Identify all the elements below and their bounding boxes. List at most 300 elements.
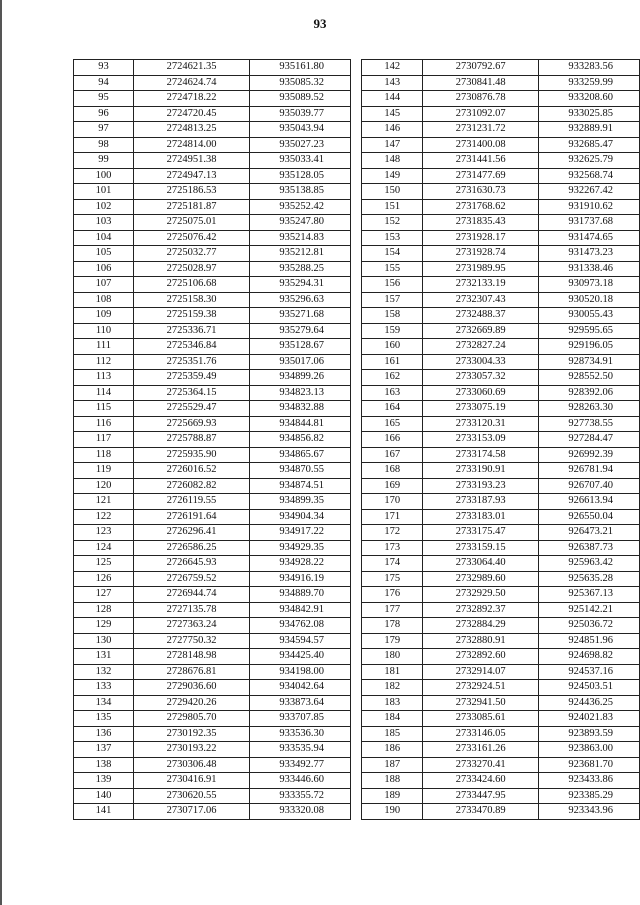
point-number-cell: 172 xyxy=(362,525,423,541)
y-coordinate-cell: 933446.60 xyxy=(250,773,351,789)
table-row xyxy=(362,292,640,308)
x-coordinate-cell: 2729420.26 xyxy=(134,695,250,711)
table-row xyxy=(362,323,640,339)
point-number-cell: 144 xyxy=(362,91,423,107)
table-row xyxy=(74,277,351,293)
y-coordinate-cell: 934889.70 xyxy=(250,587,351,603)
x-coordinate-cell: 2724814.00 xyxy=(134,137,250,153)
point-number-cell: 184 xyxy=(362,711,423,727)
x-coordinate-cell: 2724624.74 xyxy=(134,75,250,91)
x-coordinate-cell: 2724718.22 xyxy=(134,91,250,107)
table-row xyxy=(362,246,640,262)
y-coordinate-cell: 929196.05 xyxy=(539,339,640,355)
x-coordinate-cell: 2732488.37 xyxy=(423,308,539,324)
x-coordinate-cell: 2731092.07 xyxy=(423,106,539,122)
point-number-cell: 179 xyxy=(362,633,423,649)
y-coordinate-cell: 934917.22 xyxy=(250,525,351,541)
x-coordinate-cell: 2730306.48 xyxy=(134,757,250,773)
point-number-cell: 125 xyxy=(74,556,134,572)
x-coordinate-cell: 2733057.32 xyxy=(423,370,539,386)
point-number-cell: 157 xyxy=(362,292,423,308)
x-coordinate-cell: 2733064.40 xyxy=(423,556,539,572)
point-number-cell: 185 xyxy=(362,726,423,742)
table-row xyxy=(362,726,640,742)
x-coordinate-cell: 2725346.84 xyxy=(134,339,250,355)
table-row xyxy=(362,308,640,324)
y-coordinate-cell: 932625.79 xyxy=(539,153,640,169)
x-coordinate-cell: 2730717.06 xyxy=(134,804,250,820)
point-number-cell: 186 xyxy=(362,742,423,758)
y-coordinate-cell: 923893.59 xyxy=(539,726,640,742)
table-row xyxy=(362,168,640,184)
table-row xyxy=(74,587,351,603)
x-coordinate-cell: 2724720.45 xyxy=(134,106,250,122)
table-row xyxy=(74,788,351,804)
x-coordinate-cell: 2730841.48 xyxy=(423,75,539,91)
table-row xyxy=(74,230,351,246)
point-number-cell: 143 xyxy=(362,75,423,91)
table-row xyxy=(362,75,640,91)
y-coordinate-cell: 934904.34 xyxy=(250,509,351,525)
table-row xyxy=(362,447,640,463)
point-number-cell: 171 xyxy=(362,509,423,525)
point-number-cell: 124 xyxy=(74,540,134,556)
y-coordinate-cell: 935247.80 xyxy=(250,215,351,231)
x-coordinate-cell: 2731630.73 xyxy=(423,184,539,200)
x-coordinate-cell: 2733075.19 xyxy=(423,401,539,417)
point-number-cell: 166 xyxy=(362,432,423,448)
point-number-cell: 122 xyxy=(74,509,134,525)
y-coordinate-cell: 934042.64 xyxy=(250,680,351,696)
y-coordinate-cell: 928734.91 xyxy=(539,354,640,370)
y-coordinate-cell: 932568.74 xyxy=(539,168,640,184)
table-row xyxy=(74,463,351,479)
x-coordinate-cell: 2733190.91 xyxy=(423,463,539,479)
x-coordinate-cell: 2733153.09 xyxy=(423,432,539,448)
x-coordinate-cell: 2730620.55 xyxy=(134,788,250,804)
table-row xyxy=(362,633,640,649)
y-coordinate-cell: 935252.42 xyxy=(250,199,351,215)
page-number: 93 xyxy=(313,16,327,31)
x-coordinate-cell: 2728676.81 xyxy=(134,664,250,680)
y-coordinate-cell: 934198.00 xyxy=(250,664,351,680)
point-number-cell: 132 xyxy=(74,664,134,680)
table-row xyxy=(362,339,640,355)
table-row xyxy=(74,354,351,370)
table-row xyxy=(362,525,640,541)
point-number-cell: 188 xyxy=(362,773,423,789)
point-number-cell: 107 xyxy=(74,277,134,293)
y-coordinate-cell: 927738.55 xyxy=(539,416,640,432)
point-number-cell: 173 xyxy=(362,540,423,556)
y-coordinate-cell: 928392.06 xyxy=(539,385,640,401)
table-row xyxy=(74,323,351,339)
table-row xyxy=(362,695,640,711)
table-row xyxy=(362,401,640,417)
point-number-cell: 190 xyxy=(362,804,423,820)
table-row xyxy=(74,199,351,215)
point-number-cell: 165 xyxy=(362,416,423,432)
x-coordinate-cell: 2733193.23 xyxy=(423,478,539,494)
point-number-cell: 127 xyxy=(74,587,134,603)
y-coordinate-cell: 935033.41 xyxy=(250,153,351,169)
x-coordinate-cell: 2733161.26 xyxy=(423,742,539,758)
y-coordinate-cell: 926992.39 xyxy=(539,447,640,463)
table-row xyxy=(362,153,640,169)
x-coordinate-cell: 2732941.50 xyxy=(423,695,539,711)
table-row xyxy=(74,261,351,277)
point-number-cell: 119 xyxy=(74,463,134,479)
y-coordinate-cell: 934844.81 xyxy=(250,416,351,432)
table-row xyxy=(362,711,640,727)
point-number-cell: 150 xyxy=(362,184,423,200)
point-number-cell: 101 xyxy=(74,184,134,200)
x-coordinate-cell: 2731835.43 xyxy=(423,215,539,231)
y-coordinate-cell: 935085.32 xyxy=(250,75,351,91)
y-coordinate-cell: 932267.42 xyxy=(539,184,640,200)
x-coordinate-cell: 2725788.87 xyxy=(134,432,250,448)
x-coordinate-cell: 2733120.31 xyxy=(423,416,539,432)
point-number-cell: 151 xyxy=(362,199,423,215)
point-number-cell: 156 xyxy=(362,277,423,293)
point-number-cell: 136 xyxy=(74,726,134,742)
table-row xyxy=(362,106,640,122)
y-coordinate-cell: 935039.77 xyxy=(250,106,351,122)
y-coordinate-cell: 934928.22 xyxy=(250,556,351,572)
y-coordinate-cell: 935128.67 xyxy=(250,339,351,355)
coordinates-table-right xyxy=(361,59,640,820)
table-row xyxy=(362,587,640,603)
y-coordinate-cell: 935288.25 xyxy=(250,261,351,277)
table-row xyxy=(74,416,351,432)
y-coordinate-cell: 933208.60 xyxy=(539,91,640,107)
table-row xyxy=(362,432,640,448)
point-number-cell: 112 xyxy=(74,354,134,370)
x-coordinate-cell: 2727363.24 xyxy=(134,618,250,634)
table-row xyxy=(362,385,640,401)
table-row xyxy=(74,695,351,711)
point-number-cell: 155 xyxy=(362,261,423,277)
table-row xyxy=(362,354,640,370)
table-row xyxy=(74,122,351,138)
point-number-cell: 130 xyxy=(74,633,134,649)
x-coordinate-cell: 2724947.13 xyxy=(134,168,250,184)
y-coordinate-cell: 925036.72 xyxy=(539,618,640,634)
y-coordinate-cell: 926387.73 xyxy=(539,540,640,556)
point-number-cell: 113 xyxy=(74,370,134,386)
page-edge-line xyxy=(0,0,2,905)
table-row xyxy=(74,618,351,634)
x-coordinate-cell: 2733175.47 xyxy=(423,525,539,541)
table-row xyxy=(74,494,351,510)
y-coordinate-cell: 934874.51 xyxy=(250,478,351,494)
x-coordinate-cell: 2726119.55 xyxy=(134,494,250,510)
point-number-cell: 138 xyxy=(74,757,134,773)
point-number-cell: 170 xyxy=(362,494,423,510)
table-row xyxy=(74,60,351,76)
x-coordinate-cell: 2730192.35 xyxy=(134,726,250,742)
y-coordinate-cell: 935027.23 xyxy=(250,137,351,153)
y-coordinate-cell: 933535.94 xyxy=(250,742,351,758)
y-coordinate-cell: 924851.96 xyxy=(539,633,640,649)
y-coordinate-cell: 935212.81 xyxy=(250,246,351,262)
y-coordinate-cell: 930973.18 xyxy=(539,277,640,293)
point-number-cell: 116 xyxy=(74,416,134,432)
table-row xyxy=(74,773,351,789)
table-row xyxy=(362,742,640,758)
x-coordinate-cell: 2732924.51 xyxy=(423,680,539,696)
coordinates-table-left xyxy=(73,59,351,820)
y-coordinate-cell: 932685.47 xyxy=(539,137,640,153)
y-coordinate-cell: 933025.85 xyxy=(539,106,640,122)
point-number-cell: 129 xyxy=(74,618,134,634)
y-coordinate-cell: 925142.21 xyxy=(539,602,640,618)
table-row xyxy=(362,122,640,138)
y-coordinate-cell: 935271.68 xyxy=(250,308,351,324)
x-coordinate-cell: 2731928.74 xyxy=(423,246,539,262)
table-row xyxy=(74,153,351,169)
y-coordinate-cell: 930055.43 xyxy=(539,308,640,324)
x-coordinate-cell: 2730792.67 xyxy=(423,60,539,76)
table-row xyxy=(362,416,640,432)
y-coordinate-cell: 933873.64 xyxy=(250,695,351,711)
point-number-cell: 174 xyxy=(362,556,423,572)
point-number-cell: 177 xyxy=(362,602,423,618)
y-coordinate-cell: 923343.96 xyxy=(539,804,640,820)
x-coordinate-cell: 2731441.56 xyxy=(423,153,539,169)
point-number-cell: 152 xyxy=(362,215,423,231)
point-number-cell: 123 xyxy=(74,525,134,541)
point-number-cell: 102 xyxy=(74,199,134,215)
table-row xyxy=(74,540,351,556)
table-row xyxy=(74,664,351,680)
table-row xyxy=(74,649,351,665)
x-coordinate-cell: 2724621.35 xyxy=(134,60,250,76)
table-row xyxy=(362,649,640,665)
point-number-cell: 94 xyxy=(74,75,134,91)
table-row xyxy=(74,292,351,308)
table-row xyxy=(74,742,351,758)
point-number-cell: 183 xyxy=(362,695,423,711)
table-row xyxy=(74,478,351,494)
table-row xyxy=(362,773,640,789)
point-number-cell: 109 xyxy=(74,308,134,324)
x-coordinate-cell: 2726586.25 xyxy=(134,540,250,556)
x-coordinate-cell: 2729036.60 xyxy=(134,680,250,696)
x-coordinate-cell: 2733085.61 xyxy=(423,711,539,727)
y-coordinate-cell: 935294.31 xyxy=(250,277,351,293)
x-coordinate-cell: 2732989.60 xyxy=(423,571,539,587)
point-number-cell: 167 xyxy=(362,447,423,463)
table-row xyxy=(362,463,640,479)
x-coordinate-cell: 2732892.37 xyxy=(423,602,539,618)
point-number-cell: 97 xyxy=(74,122,134,138)
table-row xyxy=(362,215,640,231)
table-row xyxy=(74,370,351,386)
x-coordinate-cell: 2725159.38 xyxy=(134,308,250,324)
x-coordinate-cell: 2728148.98 xyxy=(134,649,250,665)
x-coordinate-cell: 2725181.87 xyxy=(134,199,250,215)
point-number-cell: 137 xyxy=(74,742,134,758)
table-row xyxy=(362,804,640,820)
x-coordinate-cell: 2731400.08 xyxy=(423,137,539,153)
table-row xyxy=(362,370,640,386)
y-coordinate-cell: 931338.46 xyxy=(539,261,640,277)
table-row xyxy=(74,91,351,107)
y-coordinate-cell: 925635.28 xyxy=(539,571,640,587)
x-coordinate-cell: 2724951.38 xyxy=(134,153,250,169)
x-coordinate-cell: 2732133.19 xyxy=(423,277,539,293)
table-row xyxy=(362,91,640,107)
point-number-cell: 153 xyxy=(362,230,423,246)
y-coordinate-cell: 935128.05 xyxy=(250,168,351,184)
x-coordinate-cell: 2725028.97 xyxy=(134,261,250,277)
x-coordinate-cell: 2730416.91 xyxy=(134,773,250,789)
x-coordinate-cell: 2725106.68 xyxy=(134,277,250,293)
x-coordinate-cell: 2732884.29 xyxy=(423,618,539,634)
x-coordinate-cell: 2725935.90 xyxy=(134,447,250,463)
y-coordinate-cell: 924436.25 xyxy=(539,695,640,711)
y-coordinate-cell: 932889.91 xyxy=(539,122,640,138)
point-number-cell: 175 xyxy=(362,571,423,587)
table-row xyxy=(74,75,351,91)
table-row xyxy=(362,680,640,696)
x-coordinate-cell: 2731477.69 xyxy=(423,168,539,184)
y-coordinate-cell: 935017.06 xyxy=(250,354,351,370)
y-coordinate-cell: 934929.35 xyxy=(250,540,351,556)
point-number-cell: 140 xyxy=(74,788,134,804)
x-coordinate-cell: 2732914.07 xyxy=(423,664,539,680)
y-coordinate-cell: 935279.64 xyxy=(250,323,351,339)
table-row xyxy=(74,137,351,153)
y-coordinate-cell: 931910.62 xyxy=(539,199,640,215)
x-coordinate-cell: 2733060.69 xyxy=(423,385,539,401)
y-coordinate-cell: 935161.80 xyxy=(250,60,351,76)
y-coordinate-cell: 933492.77 xyxy=(250,757,351,773)
table-row xyxy=(74,726,351,742)
table-row xyxy=(362,199,640,215)
x-coordinate-cell: 2732892.60 xyxy=(423,649,539,665)
point-number-cell: 189 xyxy=(362,788,423,804)
x-coordinate-cell: 2726759.52 xyxy=(134,571,250,587)
point-number-cell: 120 xyxy=(74,478,134,494)
table-row xyxy=(74,556,351,572)
x-coordinate-cell: 2725158.30 xyxy=(134,292,250,308)
table-row xyxy=(74,385,351,401)
table-row xyxy=(74,168,351,184)
point-number-cell: 162 xyxy=(362,370,423,386)
table-row xyxy=(362,556,640,572)
point-number-cell: 149 xyxy=(362,168,423,184)
point-number-cell: 178 xyxy=(362,618,423,634)
x-coordinate-cell: 2725336.71 xyxy=(134,323,250,339)
x-coordinate-cell: 2731231.72 xyxy=(423,122,539,138)
point-number-cell: 110 xyxy=(74,323,134,339)
y-coordinate-cell: 928263.30 xyxy=(539,401,640,417)
table-row xyxy=(74,633,351,649)
x-coordinate-cell: 2733004.33 xyxy=(423,354,539,370)
point-number-cell: 134 xyxy=(74,695,134,711)
point-number-cell: 164 xyxy=(362,401,423,417)
x-coordinate-cell: 2733159.15 xyxy=(423,540,539,556)
table-row xyxy=(362,571,640,587)
point-number-cell: 108 xyxy=(74,292,134,308)
y-coordinate-cell: 930520.18 xyxy=(539,292,640,308)
y-coordinate-cell: 934856.82 xyxy=(250,432,351,448)
table-row xyxy=(362,618,640,634)
table-row xyxy=(362,494,640,510)
y-coordinate-cell: 934870.55 xyxy=(250,463,351,479)
x-coordinate-cell: 2724813.25 xyxy=(134,122,250,138)
x-coordinate-cell: 2733174.58 xyxy=(423,447,539,463)
x-coordinate-cell: 2733470.89 xyxy=(423,804,539,820)
point-number-cell: 128 xyxy=(74,602,134,618)
table-row xyxy=(74,246,351,262)
table-row xyxy=(74,757,351,773)
y-coordinate-cell: 926550.04 xyxy=(539,509,640,525)
x-coordinate-cell: 2725359.49 xyxy=(134,370,250,386)
point-number-cell: 139 xyxy=(74,773,134,789)
point-number-cell: 180 xyxy=(362,649,423,665)
point-number-cell: 163 xyxy=(362,385,423,401)
point-number-cell: 93 xyxy=(74,60,134,76)
y-coordinate-cell: 934899.35 xyxy=(250,494,351,510)
x-coordinate-cell: 2726645.93 xyxy=(134,556,250,572)
point-number-cell: 154 xyxy=(362,246,423,262)
point-number-cell: 142 xyxy=(362,60,423,76)
x-coordinate-cell: 2725075.01 xyxy=(134,215,250,231)
y-coordinate-cell: 926613.94 xyxy=(539,494,640,510)
y-coordinate-cell: 933355.72 xyxy=(250,788,351,804)
table-row xyxy=(74,184,351,200)
x-coordinate-cell: 2726082.82 xyxy=(134,478,250,494)
table-row xyxy=(74,509,351,525)
point-number-cell: 169 xyxy=(362,478,423,494)
point-number-cell: 161 xyxy=(362,354,423,370)
x-coordinate-cell: 2725351.76 xyxy=(134,354,250,370)
table-row xyxy=(362,230,640,246)
point-number-cell: 96 xyxy=(74,106,134,122)
point-number-cell: 181 xyxy=(362,664,423,680)
point-number-cell: 182 xyxy=(362,680,423,696)
x-coordinate-cell: 2725529.47 xyxy=(134,401,250,417)
y-coordinate-cell: 933320.08 xyxy=(250,804,351,820)
point-number-cell: 98 xyxy=(74,137,134,153)
table-row xyxy=(74,308,351,324)
x-coordinate-cell: 2732307.43 xyxy=(423,292,539,308)
point-number-cell: 158 xyxy=(362,308,423,324)
table-row xyxy=(362,664,640,680)
point-number-cell: 117 xyxy=(74,432,134,448)
y-coordinate-cell: 934832.88 xyxy=(250,401,351,417)
point-number-cell: 111 xyxy=(74,339,134,355)
table-row xyxy=(74,525,351,541)
y-coordinate-cell: 934842.91 xyxy=(250,602,351,618)
point-number-cell: 95 xyxy=(74,91,134,107)
y-coordinate-cell: 933259.99 xyxy=(539,75,640,91)
x-coordinate-cell: 2726944.74 xyxy=(134,587,250,603)
point-number-cell: 103 xyxy=(74,215,134,231)
x-coordinate-cell: 2733424.60 xyxy=(423,773,539,789)
y-coordinate-cell: 929595.65 xyxy=(539,323,640,339)
table-row xyxy=(74,571,351,587)
point-number-cell: 106 xyxy=(74,261,134,277)
x-coordinate-cell: 2732669.89 xyxy=(423,323,539,339)
y-coordinate-cell: 934425.40 xyxy=(250,649,351,665)
y-coordinate-cell: 928552.50 xyxy=(539,370,640,386)
y-coordinate-cell: 934899.26 xyxy=(250,370,351,386)
table-row xyxy=(362,277,640,293)
